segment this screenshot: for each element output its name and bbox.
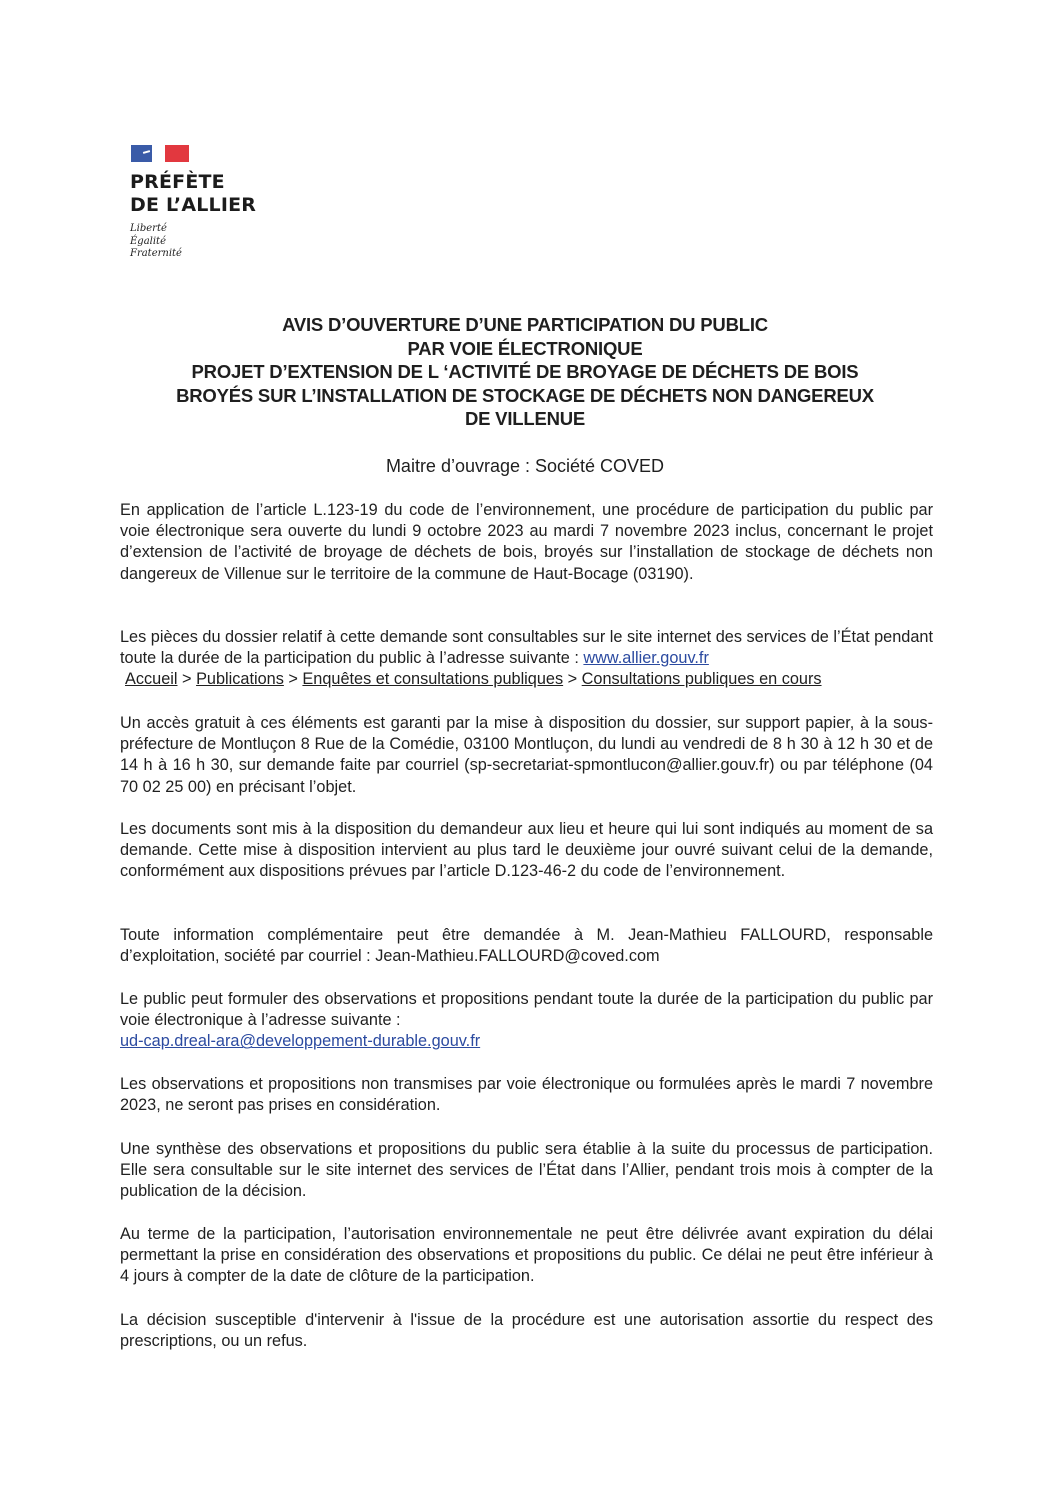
paragraph-text: Au terme de la participation, l’autorisation environnementale ne peut être délivrée avant expiration du délai permettant la prise en considération des observations et propositions du public. Ce délai ne peut être inférieur à 4 jours à compter de la date de clôture de la participation. — [120, 1225, 933, 1286]
paragraph-text: Les observations et propositions non transmises par voie électronique ou formulées après le mardi 7 novembre 2023, ne seront pas prises en considération. — [120, 1075, 933, 1115]
paragraph-text: Un accès gratuit à ces éléments est garanti par la mise à disposition du dossier, sur support papier, à la sous-préfecture de Montluçon 8 Rue de la Comédie, 03100 Montluçon, du lundi au vendredi de 8 h 30 à 12 h 30 et de 14 h à 16 h 30, sur demande faite par courriel (sp-secretariat-spmontlucon@allier.gouv.fr) ou par téléphone (04 70 02 25 00) en précisant l’objet. — [120, 714, 933, 796]
breadcrumb-enquetes[interactable]: Enquêtes et consultations publiques — [302, 670, 564, 689]
paragraph-text: Toute information complémentaire peut être demandée à M. Jean-Mathieu FALLOURD, responsable d’exploitation, société par courriel : Jean-Mathieu.FALLOURD@coved.com — [120, 926, 933, 966]
paragraph-text: La décision susceptible d'intervenir à l'issue de la procédure est une autorisation assortie du respect des prescriptions, ou un refus. — [120, 1311, 933, 1351]
project-owner: Maitre d’ouvrage : Société COVED — [385, 456, 665, 476]
motto-egalite: Égalité — [130, 235, 166, 247]
paragraph-text: Les pièces du dossier relatif à cette demande sont consultables sur le site internet des services de l’État pendant toute la durée de la participation du public à l’adresse suivante : www.allier.gouv.fr — [120, 628, 933, 668]
breadcrumb — [120, 669, 933, 690]
motto-liberte: Liberté — [130, 223, 167, 234]
institution-name — [130, 171, 330, 217]
title-line: PAR VOIE ÉLECTRONIQUE — [407, 337, 643, 359]
breadcrumb-accueil[interactable]: Accueil — [125, 670, 178, 689]
paragraph-text: Une synthèse des observations et propositions du public sera établie à la suite du processus de participation. Elle sera consultable sur le site internet des services de l’État dans l’Allier, pendant trois mois à compter de la publication de la décision. — [120, 1140, 933, 1201]
breadcrumb-consultations-en-cours[interactable]: Consultations publiques en cours — [581, 670, 822, 689]
title-line: BROYÉS SUR L’INSTALLATION DE STOCKAGE DE DÉCHETS NON DANGEREUX — [176, 384, 874, 406]
title-line: DE VILLENUE — [464, 408, 586, 429]
paragraph-legal-basis — [120, 500, 933, 585]
paragraph-paper-access — [120, 713, 933, 798]
paragraph-text: Les documents sont mis à la disposition du demandeur aux lieu et heure qui lui sont indiqués au moment de sa demande. Cette mise à disposition intervient au plus tard le deuxième jour ouvré suivant celui de la demande, conformément aux dispositions prévues par l’article D.123-46-2 du code de l’environnement. — [120, 820, 933, 881]
title-line: AVIS D’OUVERTURE D’UNE PARTICIPATION DU PUBLIC — [282, 314, 768, 335]
paragraph-authorization-delay — [120, 1224, 933, 1288]
allier-gouv-link[interactable]: www.allier.gouv.fr — [583, 649, 709, 668]
paragraph-decision — [120, 1310, 933, 1352]
paragraph-synthesis — [120, 1139, 933, 1203]
dreal-email-link[interactable]: ud-cap.dreal-ara@developpement-durable.gouv.fr — [120, 1032, 481, 1051]
breadcrumb-publications[interactable]: Publications — [196, 670, 284, 689]
paragraph-document-availability — [120, 819, 933, 883]
paragraph-text: Le public peut formuler des observations et propositions pendant toute la durée de la participation du public par voie électronique à l’adresse suivante : — [120, 990, 933, 1030]
prefecture-logo — [130, 143, 330, 261]
marianne-flag-icon — [130, 143, 190, 163]
breadcrumb-separator: > — [283, 670, 303, 689]
republic-motto — [130, 223, 330, 261]
paragraph-observations-address — [120, 989, 933, 1053]
breadcrumb-separator: > — [563, 670, 582, 689]
paragraph-late-observations — [120, 1074, 933, 1116]
notice-title — [100, 313, 950, 431]
institution-line-1: PRÉFÈTE — [130, 171, 225, 193]
title-line: PROJET D’EXTENSION DE L ‘ACTIVITÉ DE BROYAGE DE DÉCHETS DE BOIS — [191, 361, 859, 382]
paragraph-dossier-online — [120, 627, 933, 691]
breadcrumb-separator: > — [177, 670, 197, 689]
institution-line-2: DE L’ALLIER — [130, 194, 257, 216]
motto-fraternite: Fraternité — [130, 248, 182, 259]
paragraph-text: En application de l’article L.123-19 du code de l’environnement, une procédure de participation du public par voie électronique sera ouverte du lundi 9 octobre 2023 au mardi 7 novembre 2023 inclus, concernant le projet d’extension de l’activité de broyage de déchets de bois, broyés sur l’installation de stockage de déchets non dangereux de Villenue sur le territoire de la commune de Haut-Bocage (03190). — [120, 501, 933, 583]
paragraph-contact-info — [120, 925, 933, 967]
